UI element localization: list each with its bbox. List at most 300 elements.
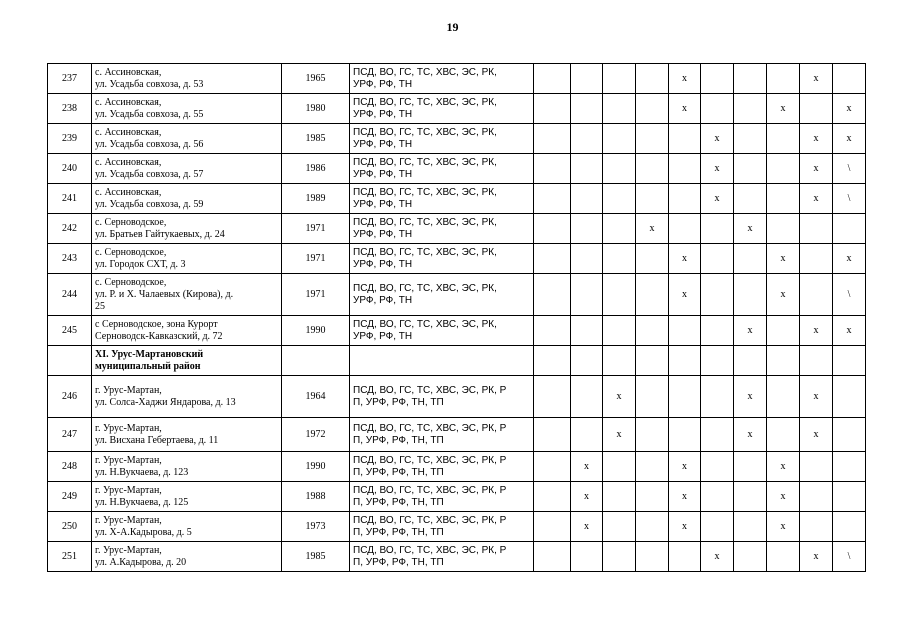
address-cell [92,244,282,274]
services-line: ПСД, ВО, ГС, ТС, ХВС, ЭС, РК, Р [353,422,507,434]
mark-cell [800,482,833,512]
mark-cell: x [767,512,800,542]
services-line: ПСД, ВО, ГС, ТС, ХВС, ЭС, РК, [353,156,497,168]
mark-cell [603,184,636,214]
mark-cell [534,64,571,94]
address-cell [92,452,282,482]
table-row [48,184,866,214]
mark-cell [636,316,669,346]
services-cell [350,154,534,184]
mark-cell [534,214,571,244]
mark-cell: x [734,418,767,452]
services-line: УРФ, РФ, ТН [353,228,413,240]
mark-cell [571,274,603,316]
row-number-cell: 237 [48,64,92,94]
services-line: ПСД, ВО, ГС, ТС, ХВС, ЭС, РК, [353,318,497,330]
mark-cell [636,452,669,482]
mark-cell [534,542,571,572]
services-line: П, УРФ, РФ, ТН, ТП [353,466,444,478]
address-line: г. Урус-Мартан, [95,384,162,396]
year-cell: 1985 [282,542,350,572]
year-cell: 1986 [282,154,350,184]
mark-cell [636,64,669,94]
address-line: с. Ассиновская, [95,96,162,108]
mark-cell: x [734,376,767,418]
mark-cell [571,418,603,452]
mark-cell: x [669,64,701,94]
mark-cell [701,214,734,244]
mark-cell: x [669,274,701,316]
mark-cell: \ [833,154,866,184]
table-row [48,376,866,418]
mark-cell: x [833,124,866,154]
mark-cell: x [636,214,669,244]
mark-cell [701,418,734,452]
mark-cell: x [800,184,833,214]
address-line: Серноводск-Кавказский, д. 72 [95,330,223,342]
mark-cell: x [767,94,800,124]
mark-cell [603,64,636,94]
mark-cell: x [800,542,833,572]
row-number-cell: 244 [48,274,92,316]
mark-cell [534,244,571,274]
mark-cell [734,184,767,214]
mark-cell [534,482,571,512]
address-line: ул. А.Кадырова, д. 20 [95,556,187,568]
table-row [48,64,866,94]
services-line: УРФ, РФ, ТН [353,258,413,270]
mark-cell [603,94,636,124]
mark-cell [701,274,734,316]
mark-cell [636,376,669,418]
mark-cell: \ [833,184,866,214]
mark-cell [571,214,603,244]
address-line: ул. Р. и Х. Чалаевых (Кирова), д. [95,288,234,300]
mark-cell [669,376,701,418]
mark-cell [534,154,571,184]
address-cell [92,64,282,94]
row-number-cell: 250 [48,512,92,542]
year-cell: 1972 [282,418,350,452]
mark-cell [534,94,571,124]
mark-cell [636,418,669,452]
table-body [48,64,866,572]
services-line: ПСД, ВО, ГС, ТС, ХВС, ЭС, РК, [353,126,497,138]
services-cell [350,184,534,214]
address-cell [92,316,282,346]
mark-cell [571,124,603,154]
mark-cell: x [800,316,833,346]
mark-cell [636,482,669,512]
mark-cell: x [767,274,800,316]
mark-cell: x [767,482,800,512]
row-number-cell: 239 [48,124,92,154]
mark-cell [767,214,800,244]
year-cell: 1971 [282,274,350,316]
mark-cell [767,376,800,418]
services-line: ПСД, ВО, ГС, ТС, ХВС, ЭС, РК, Р [353,454,507,466]
mark-cell [603,274,636,316]
mark-cell [734,512,767,542]
mark-cell: x [571,452,603,482]
services-line: УРФ, РФ, ТН [353,138,413,150]
section-title-line: XI. Урус-Мартановский [95,348,204,360]
mark-cell [833,64,866,94]
address-line: с. Серноводское, [95,246,167,258]
address-cell [92,154,282,184]
year-cell: 1980 [282,94,350,124]
mark-cell [767,542,800,572]
address-line: ул. Усадьба совхоза, д. 53 [95,78,204,90]
mark-cell [571,184,603,214]
mark-cell: x [734,316,767,346]
mark-cell [833,214,866,244]
mark-cell [734,542,767,572]
mark-cell [800,346,833,376]
mark-cell [636,542,669,572]
services-line: ПСД, ВО, ГС, ТС, ХВС, ЭС, РК, [353,66,497,78]
services-cell [350,542,534,572]
table-row [48,452,866,482]
services-line: П, УРФ, РФ, ТН, ТП [353,556,444,568]
mark-cell: x [800,154,833,184]
row-number-cell: 242 [48,214,92,244]
mark-cell: x [800,64,833,94]
services-cell [350,376,534,418]
mark-cell: x [603,376,636,418]
address-line: ул. Х-А.Кадырова, д. 5 [95,526,192,538]
mark-cell [833,452,866,482]
mark-cell [833,376,866,418]
mark-cell [603,154,636,184]
mark-cell [833,346,866,376]
mark-cell [767,124,800,154]
mark-cell [571,94,603,124]
address-cell [92,94,282,124]
address-line: с. Ассиновская, [95,126,162,138]
table-row [48,244,866,274]
address-line: г. Урус-Мартан, [95,422,162,434]
mark-cell [833,418,866,452]
mark-cell [800,244,833,274]
services-line: УРФ, РФ, ТН [353,198,413,210]
address-line: ул. Братьев Гайтукаевых, д. 24 [95,228,225,240]
address-line: с Серноводское, зона Курорт [95,318,218,330]
mark-cell [571,64,603,94]
mark-cell [534,346,571,376]
mark-cell: x [833,244,866,274]
mark-cell [636,154,669,184]
row-number-cell: 247 [48,418,92,452]
services-line: УРФ, РФ, ТН [353,294,413,306]
mark-cell [636,94,669,124]
table-row [48,316,866,346]
address-line: 25 [95,300,105,312]
mark-cell: x [734,214,767,244]
mark-cell: x [701,154,734,184]
section-header-row [48,346,866,376]
year-cell: 1988 [282,482,350,512]
mark-cell [636,244,669,274]
mark-cell [734,244,767,274]
services-line: П, УРФ, РФ, ТН, ТП [353,496,444,508]
year-cell: 1990 [282,316,350,346]
mark-cell [734,124,767,154]
mark-cell [571,244,603,274]
services-cell [350,346,534,376]
mark-cell [734,346,767,376]
section-title-cell [92,346,282,376]
address-cell [92,418,282,452]
row-number-cell: 249 [48,482,92,512]
services-cell [350,418,534,452]
mark-cell [767,64,800,94]
address-line: ул. Усадьба совхоза, д. 57 [95,168,204,180]
mark-cell [534,184,571,214]
row-number-cell: 251 [48,542,92,572]
building-registry-table [47,63,866,572]
year-cell: 1964 [282,376,350,418]
mark-cell [669,316,701,346]
services-cell [350,244,534,274]
mark-cell [767,184,800,214]
row-number-cell: 241 [48,184,92,214]
mark-cell [603,512,636,542]
mark-cell [734,154,767,184]
mark-cell [534,376,571,418]
mark-cell: x [800,418,833,452]
mark-cell [534,316,571,346]
services-line: П, УРФ, РФ, ТН, ТП [353,396,444,408]
mark-cell: x [701,542,734,572]
mark-cell [701,244,734,274]
address-line: г. Урус-Мартан, [95,514,162,526]
mark-cell [603,452,636,482]
services-cell [350,214,534,244]
services-line: УРФ, РФ, ТН [353,78,413,90]
table-row [48,512,866,542]
row-number-cell [48,346,92,376]
address-cell [92,274,282,316]
mark-cell [603,124,636,154]
table-row [48,274,866,316]
mark-cell [603,214,636,244]
mark-cell [800,94,833,124]
services-line: ПСД, ВО, ГС, ТС, ХВС, ЭС, РК, Р [353,384,507,396]
section-title-line: муниципальный район [95,360,201,372]
services-line: УРФ, РФ, ТН [353,330,413,342]
mark-cell [603,482,636,512]
mark-cell [603,244,636,274]
address-line: с. Серноводское, [95,216,167,228]
year-cell: 1985 [282,124,350,154]
address-cell [92,124,282,154]
mark-cell [571,346,603,376]
mark-cell [800,274,833,316]
services-line: П, УРФ, РФ, ТН, ТП [353,434,444,446]
mark-cell: x [669,94,701,124]
table-row [48,482,866,512]
mark-cell [636,346,669,376]
year-cell: 1971 [282,244,350,274]
mark-cell [636,274,669,316]
mark-cell [701,376,734,418]
services-line: ПСД, ВО, ГС, ТС, ХВС, ЭС, РК, Р [353,544,507,556]
mark-cell [669,346,701,376]
table-row [48,154,866,184]
mark-cell: x [767,244,800,274]
year-cell [282,346,350,376]
mark-cell: x [571,482,603,512]
mark-cell [800,452,833,482]
mark-cell [571,154,603,184]
mark-cell [636,512,669,542]
table-row [48,418,866,452]
year-cell: 1973 [282,512,350,542]
mark-cell [636,124,669,154]
mark-cell [701,346,734,376]
mark-cell [534,452,571,482]
mark-cell [571,376,603,418]
mark-cell [701,94,734,124]
address-line: г. Урус-Мартан, [95,454,162,466]
address-line: ул. Солса-Хаджи Яндарова, д. 13 [95,396,236,408]
services-cell [350,274,534,316]
year-cell: 1989 [282,184,350,214]
year-cell: 1990 [282,452,350,482]
address-line: с. Ассиновская, [95,186,162,198]
mark-cell [669,124,701,154]
services-cell [350,124,534,154]
mark-cell [767,316,800,346]
mark-cell [767,154,800,184]
services-line: П, УРФ, РФ, ТН, ТП [353,526,444,538]
mark-cell [701,316,734,346]
row-number-cell: 240 [48,154,92,184]
mark-cell [701,64,734,94]
address-line: ул. Н.Вукчаева, д. 125 [95,496,189,508]
mark-cell: x [669,244,701,274]
services-line: ПСД, ВО, ГС, ТС, ХВС, ЭС, РК, [353,216,497,228]
mark-cell [734,482,767,512]
mark-cell [800,214,833,244]
table-row [48,94,866,124]
mark-cell: x [603,418,636,452]
address-cell [92,512,282,542]
mark-cell: x [800,124,833,154]
mark-cell [734,274,767,316]
address-cell [92,482,282,512]
mark-cell [534,418,571,452]
row-number-cell: 248 [48,452,92,482]
services-cell [350,452,534,482]
mark-cell: x [669,452,701,482]
address-line: с. Ассиновская, [95,66,162,78]
address-line: ул. Городок СХТ, д. 3 [95,258,186,270]
mark-cell: x [571,512,603,542]
services-cell [350,512,534,542]
mark-cell: x [833,316,866,346]
mark-cell: \ [833,274,866,316]
address-line: с. Серноводское, [95,276,167,288]
mark-cell: x [701,184,734,214]
mark-cell [669,154,701,184]
services-line: ПСД, ВО, ГС, ТС, ХВС, ЭС, РК, [353,186,497,198]
mark-cell [603,346,636,376]
mark-cell [571,542,603,572]
mark-cell [669,542,701,572]
address-line: с. Ассиновская, [95,156,162,168]
mark-cell [734,452,767,482]
page-number: 19 [446,20,459,34]
services-line: УРФ, РФ, ТН [353,108,413,120]
row-number-cell: 238 [48,94,92,124]
mark-cell [636,184,669,214]
address-line: ул. Усадьба совхоза, д. 55 [95,108,204,120]
mark-cell [603,316,636,346]
services-line: УРФ, РФ, ТН [353,168,413,180]
mark-cell [833,482,866,512]
table-row [48,214,866,244]
table-row [48,124,866,154]
row-number-cell: 245 [48,316,92,346]
mark-cell: x [669,482,701,512]
mark-cell [603,542,636,572]
address-cell [92,214,282,244]
mark-cell: x [669,512,701,542]
mark-cell: x [800,376,833,418]
address-line: ул. Усадьба совхоза, д. 59 [95,198,204,210]
year-cell: 1971 [282,214,350,244]
mark-cell [701,452,734,482]
mark-cell [669,214,701,244]
mark-cell: x [701,124,734,154]
mark-cell [767,346,800,376]
address-cell [92,184,282,214]
mark-cell [734,64,767,94]
mark-cell [767,418,800,452]
mark-cell [669,184,701,214]
address-cell [92,542,282,572]
mark-cell [534,274,571,316]
address-line: ул. Н.Вукчаева, д. 123 [95,466,189,478]
mark-cell [701,482,734,512]
address-line: ул. Висхана Гебертаева, д. 11 [95,434,219,446]
mark-cell [534,512,571,542]
services-line: ПСД, ВО, ГС, ТС, ХВС, ЭС, РК, [353,246,497,258]
mark-cell [571,316,603,346]
address-line: г. Урус-Мартан, [95,544,162,556]
services-cell [350,64,534,94]
mark-cell: x [833,94,866,124]
table-row [48,542,866,572]
services-line: ПСД, ВО, ГС, ТС, ХВС, ЭС, РК, [353,282,497,294]
services-line: ПСД, ВО, ГС, ТС, ХВС, ЭС, РК, Р [353,484,507,496]
mark-cell: \ [833,542,866,572]
services-line: ПСД, ВО, ГС, ТС, ХВС, ЭС, РК, Р [353,514,507,526]
row-number-cell: 246 [48,376,92,418]
mark-cell [669,418,701,452]
services-cell [350,94,534,124]
mark-cell [701,512,734,542]
mark-cell [534,124,571,154]
address-line: г. Урус-Мартан, [95,484,162,496]
row-number-cell: 243 [48,244,92,274]
address-cell [92,376,282,418]
mark-cell [734,94,767,124]
services-cell [350,482,534,512]
services-line: ПСД, ВО, ГС, ТС, ХВС, ЭС, РК, [353,96,497,108]
